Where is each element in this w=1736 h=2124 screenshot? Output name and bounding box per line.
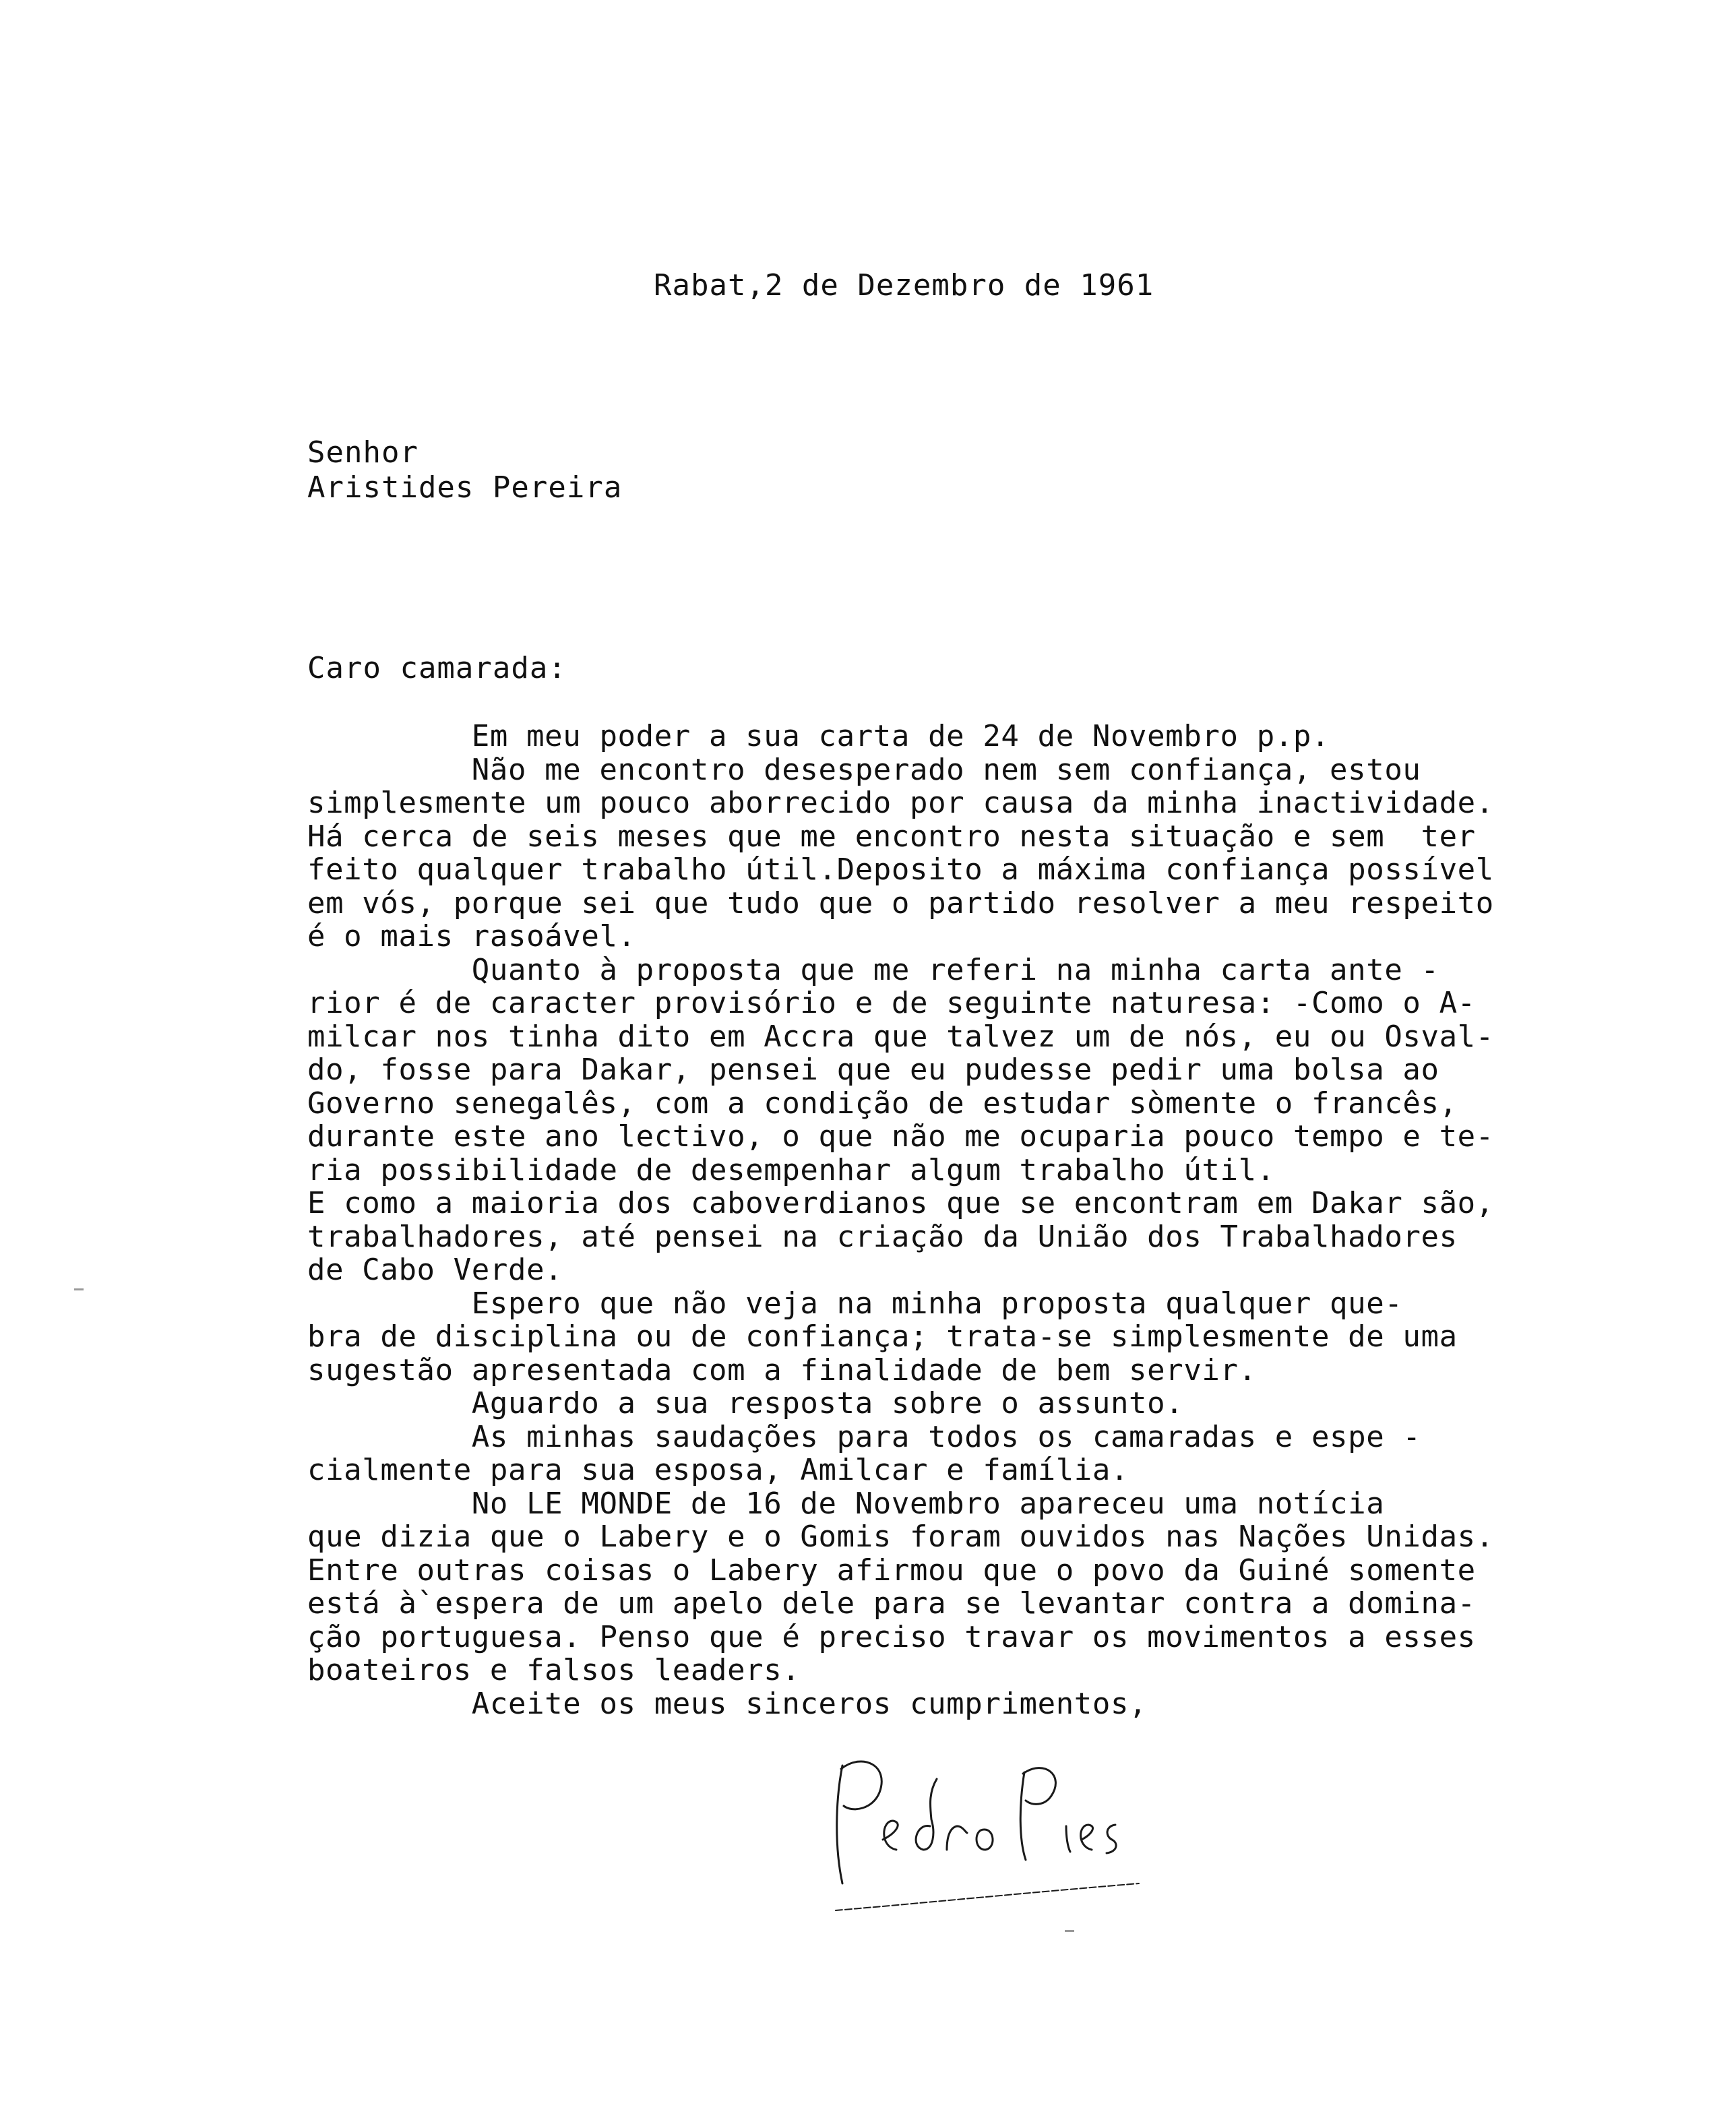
body-line: durante este ano lectivo, o que não me ocuparia pouco tempo e te-: [307, 1119, 1494, 1154]
body-line: que dizia que o Labery e o Gomis foram ouvidos nas Nações Unidas.: [307, 1520, 1494, 1554]
body-line: boateiros e falsos leaders.: [307, 1653, 801, 1687]
body-line: é o mais rasoável.: [307, 919, 636, 954]
body-line: de Cabo Verde.: [307, 1253, 563, 1287]
body-line: milcar nos tinha dito em Accra que talvez um de nós, eu ou Osval-: [307, 1019, 1494, 1054]
body-line: sugestão apresentada com a finalidade de bem servir.: [307, 1352, 1257, 1387]
scan-artifact: [74, 1288, 84, 1290]
body-line: bra de disciplina ou de confiança; trata-se simplesmente de uma: [307, 1319, 1458, 1354]
body-line: Espero que não veja na minha proposta qualquer que-: [307, 1286, 1403, 1321]
body-line: Entre outras coisas o Labery afirmou que o povo da Guiné somente: [307, 1553, 1476, 1588]
recipient-name: Aristides Pereira: [307, 470, 623, 505]
recipient-title: Senhor: [307, 435, 418, 470]
body-line: ria possibilidade de desempenhar algum trabalho útil.: [307, 1152, 1275, 1187]
recipient-address: [307, 435, 622, 505]
handwritten-signature: [815, 1739, 1166, 1941]
letter-date: Rabat,2 de Dezembro de 1961: [654, 268, 1154, 303]
body-line: feito qualquer trabalho útil.Deposito a máxima confiança possível: [307, 852, 1494, 887]
body-line: cialmente para sua esposa, Amilcar e família.: [307, 1453, 1129, 1487]
body-line: Aguardo a sua resposta sobre o assunto.: [307, 1386, 1184, 1420]
body-line: trabalhadores, até pensei na criação da União dos Trabalhadores: [307, 1219, 1458, 1254]
body-line: em vós, porque sei que tudo que o partido resolver a meu respeito: [307, 885, 1494, 920]
body-line: Quanto à proposta que me referi na minha carta ante -: [307, 952, 1439, 987]
body-line: As minhas saudações para todos os camaradas e espe -: [307, 1419, 1421, 1454]
body-line: está à`espera de um apelo dele para se levantar contra a domina-: [307, 1586, 1476, 1621]
body-line: simplesmente um pouco aborrecido por causa da minha inactividade.: [307, 786, 1494, 820]
body-line: ção portuguesa. Penso que é preciso travar os movimentos a esses: [307, 1619, 1476, 1654]
body-line: Aceite os meus sinceros cumprimentos,: [307, 1686, 1148, 1721]
body-line: do, fosse para Dakar, pensei que eu pudesse pedir uma bolsa ao: [307, 1053, 1439, 1087]
body-line: Há cerca de seis meses que me encontro nesta situação e sem ter: [307, 819, 1476, 854]
body-line: Não me encontro desesperado nem sem confiança, estou: [307, 752, 1421, 787]
scan-artifact: [1065, 1930, 1074, 1932]
body-line: E como a maioria dos caboverdianos que se encontram em Dakar são,: [307, 1186, 1494, 1220]
body-line: Governo senegalês, com a condição de estudar sòmente o francês,: [307, 1086, 1458, 1121]
body-line: No LE MONDE de 16 de Novembro apareceu uma notícia: [307, 1486, 1385, 1521]
body-line: Em meu poder a sua carta de 24 de Novembro p.p.: [307, 719, 1330, 753]
body-line: rior é de caracter provisório e de seguinte naturesa: -Como o A-: [307, 986, 1476, 1020]
salutation: Caro camarada:: [307, 651, 567, 685]
letter-body: [307, 720, 1655, 1720]
